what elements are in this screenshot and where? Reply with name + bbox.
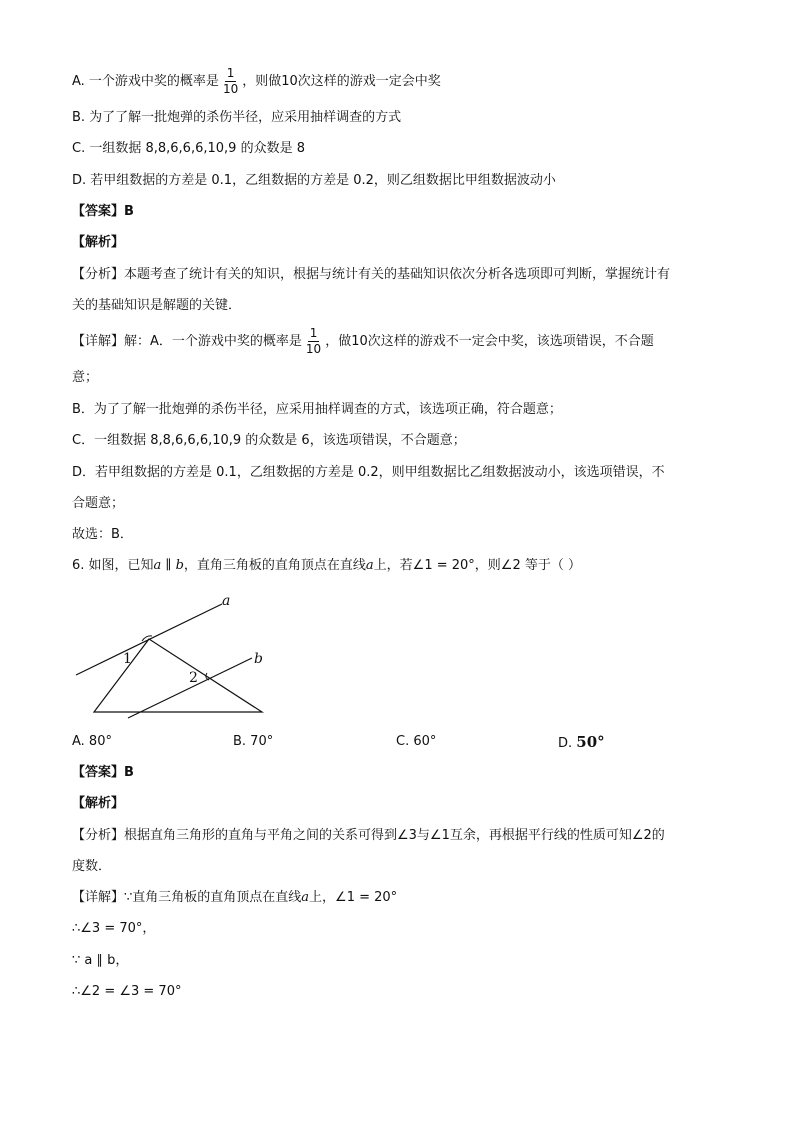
- q6-fenxi-line-1: 【分析】根据直角三角形的直角与平角之间的关系可得到∠3与∠1互余，再根据平行线的性质可知∠2的: [72, 828, 665, 843]
- q6-option-d-value: 50°: [576, 733, 605, 751]
- geometry-figure: [72, 590, 272, 722]
- q6-answer: 【答案】B: [72, 765, 134, 780]
- parallel-symbol-text: a ∥ b: [153, 558, 184, 573]
- q6-option-d: [558, 733, 605, 753]
- q6-xiangjie: [72, 889, 397, 907]
- q6-option-c: C. 60°: [396, 734, 437, 749]
- q5-option-a-post: ，则做10次这样的游戏一定会中奖: [242, 74, 441, 89]
- q5-choose: 故选：B．: [72, 527, 133, 542]
- line-a-symbol: a: [301, 890, 310, 905]
- q6-stem-mid: ，直角三角板的直角顶点在直线: [183, 558, 366, 573]
- label-angle-1: 1: [123, 651, 132, 667]
- q5-option-c: C. 一组数据 8,8,6,6,6,10,9 的众数是 8: [72, 141, 305, 156]
- q5-option-a-pre: A. 一个游戏中奖的概率是: [72, 74, 219, 89]
- q6-xiangjie-pre: 【详解】∵直角三角板的直角顶点在直线: [72, 890, 302, 905]
- q5-analysis-title: 【解析】: [72, 235, 125, 250]
- q6-option-a: A. 80°: [72, 734, 112, 749]
- q5-option-a: [72, 66, 441, 97]
- q5-xiangjie-line-1: [72, 326, 654, 357]
- q5-fenxi-line-2: 关的基础知识是解题的关键．: [72, 298, 242, 313]
- q6-stem-pre: 6. 如图，已知: [72, 558, 154, 573]
- q5-xiangjie-d-line-1: D．若甲组数据的方差是 0.1，乙组数据的方差是 0.2，则甲组数据比乙组数据波动小，该选项错误，不: [72, 465, 665, 480]
- q6-option-b: B. 70°: [233, 734, 274, 749]
- q5-xiangjie-post: ，做10次这样的游戏不一定会中奖，该选项错误，不合题: [325, 334, 654, 349]
- q6-fenxi-line-2: 度数．: [72, 859, 112, 874]
- fraction-one-tenth: [304, 326, 323, 357]
- q5-option-d: D. 若甲组数据的方差是 0.1，乙组数据的方差是 0.2，则乙组数据比甲组数据波动小: [72, 173, 556, 188]
- label-angle-2: 2: [189, 670, 198, 686]
- q6-analysis-title: 【解析】: [72, 796, 125, 811]
- q6-stem-post: 上，若∠1 = 20°，则∠2 等于（ ）: [373, 558, 581, 573]
- q6-stem: [72, 557, 581, 575]
- fraction-numerator: 1: [226, 66, 235, 80]
- q5-xiangjie-b: B．为了了解一批炮弹的杀伤半径，应采用抽样调查的方式，该选项正确，符合题意；: [72, 402, 562, 417]
- q5-xiangjie-d-line-2: 合题意；: [72, 496, 125, 511]
- q6-step-1: ∴∠3 = 70°，: [72, 921, 156, 936]
- q6-option-d-letter: D.: [558, 736, 573, 751]
- label-a: a: [222, 593, 231, 609]
- q5-option-b: B. 为了了解一批炮弹的杀伤半径，应采用抽样调查的方式: [72, 110, 402, 125]
- q5-fenxi-line-1: 【分析】本题考查了统计有关的知识，根据与统计有关的基础知识依次分析各选项即可判断，掌握统计有: [72, 267, 671, 282]
- fraction-one-tenth: [221, 66, 240, 97]
- q5-xiangjie-line-2: 意；: [72, 370, 99, 385]
- set-square-triangle: [94, 639, 262, 712]
- q6-xiangjie-post: 上，∠1 = 20°: [309, 890, 398, 905]
- q5-xiangjie-pre: 【详解】解：A．一个游戏中奖的概率是: [72, 334, 302, 349]
- q6-step-2: ∵ a ∥ b，: [72, 953, 129, 968]
- q5-xiangjie-c: C．一组数据 8,8,6,6,6,10,9 的众数是 6，该选项错误，不合题意；: [72, 433, 466, 448]
- line-b: [128, 658, 252, 718]
- fraction-denominator: 10: [222, 82, 239, 96]
- q6-step-3: ∴∠2 = ∠3 = 70°: [72, 984, 182, 999]
- label-b: b: [254, 651, 263, 667]
- line-a-symbol: a: [365, 558, 374, 573]
- fraction-denominator: 10: [305, 342, 322, 356]
- q5-answer: 【答案】B: [72, 204, 134, 219]
- fraction-numerator: 1: [309, 326, 318, 340]
